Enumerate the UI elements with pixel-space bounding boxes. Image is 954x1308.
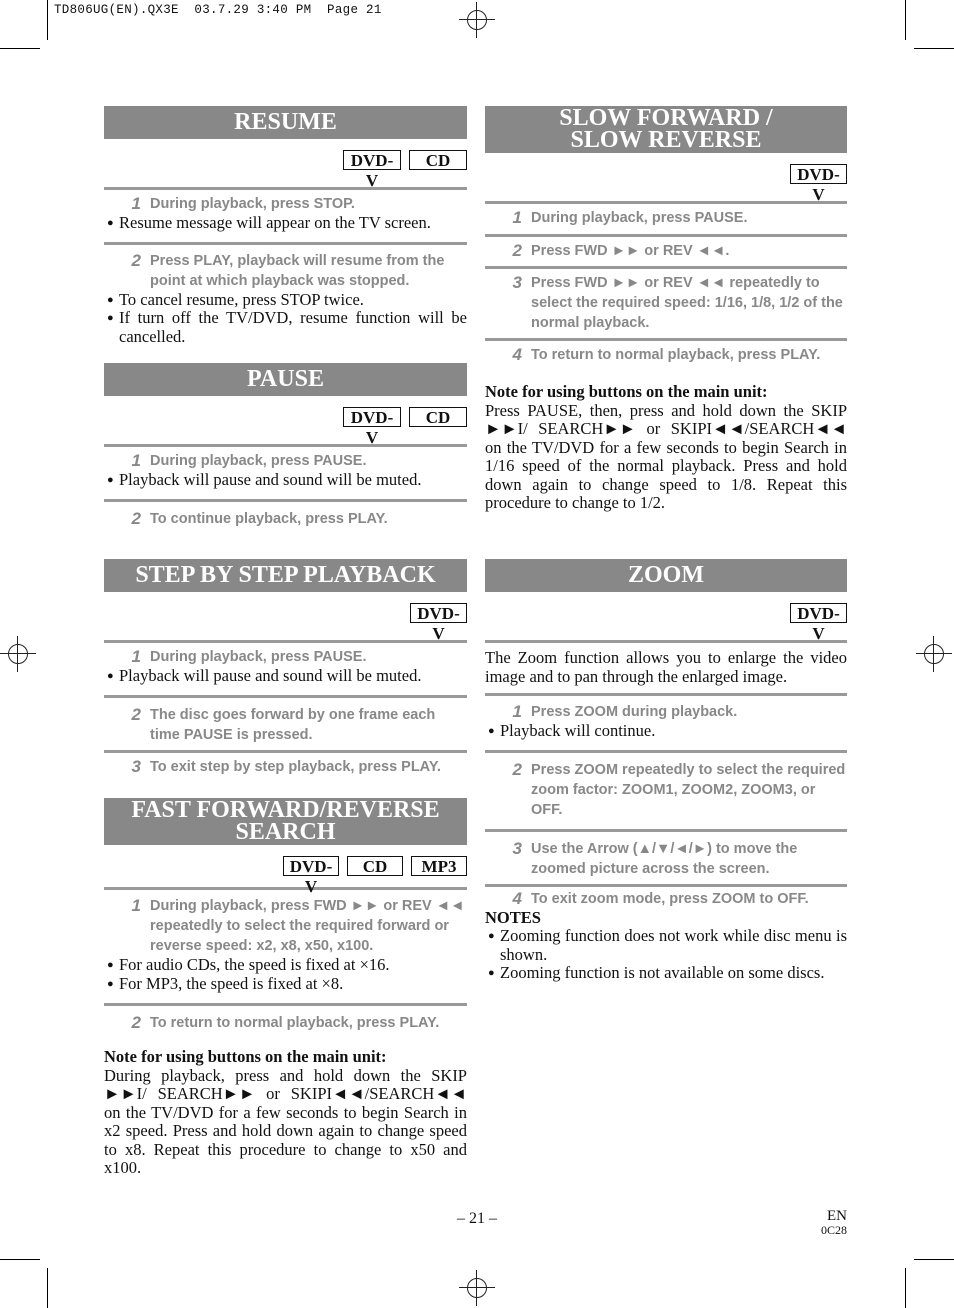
disc-type-badges [104,407,467,447]
step-1: 1 During playback, press PAUSE. [131,647,367,666]
registration-mark-icon [916,636,952,672]
section-title: STEP BY STEP PLAYBACK [104,559,467,592]
step-3: 3 Use the Arrow (▲/▼/◄/►) to move the zoomed picture across the screen. [512,838,798,877]
badge-cd: CD [409,407,467,427]
crop-mark [47,1268,48,1308]
bullet-item: ● Playback will pause and sound will be muted. [107,666,422,685]
disc-type-badges [104,856,467,896]
step-2: 2 Press ZOOM repeatedly to select the required zoom factor: ZOOM1, ZOOM2, ZOOM3, or OFF. [512,759,846,818]
bullet-item: ● If turn off the TV/DVD, resume function will be cancelled. [107,308,467,346]
disc-type-badges [104,603,467,643]
divider [485,693,847,696]
step-1: 1 Press ZOOM during playback. [512,702,738,721]
crop-mark [47,0,48,40]
bullet-item: ● Resume message will appear on the TV screen. [107,213,431,232]
step-2: 2 Press PLAY, playback will resume from the point at which playback was stopped. [131,250,445,289]
badge-dvd-v: DVD-V [343,407,401,427]
crop-mark [0,48,40,49]
badge-dvd-v: DVD-V [283,856,339,876]
divider [104,887,467,890]
language-code: EN [827,1208,847,1224]
disc-type-badges [485,164,847,204]
divider [104,695,467,698]
divider [485,750,847,753]
bullet-item: ● Playback will pause and sound will be muted. [107,470,422,489]
badge-cd: CD [409,150,467,170]
divider [104,187,467,190]
divider [485,201,847,204]
step-2: 2 To continue playback, press PLAY. [131,508,388,528]
slow-section [485,106,847,513]
note-text: Press PAUSE, then, press and hold down the SKIP ►►I/ SEARCH►► or SKIPI◄◄/SEARCH◄◄ on the TV/DVD for a few seconds to begin Search in 1/16 speed of the normal playback. Press and hold down again to change speed to 1/8. Repeat this procedure to change to 1/2. [485,400,847,512]
divider [485,829,847,832]
divider [104,499,467,502]
badge-dvd-v: DVD-V [790,164,847,184]
badge-mp3: MP3 [411,856,467,876]
section-title: RESUME [104,106,467,139]
bullet-item: ● For MP3, the speed is fixed at ×8. [107,973,344,993]
fast-search-section [104,798,467,1178]
badge-cd: CD [347,856,403,876]
divider [485,234,847,237]
step-2: 2 Press FWD ►► or REV ◄◄. [512,241,730,260]
bullet-item: ● Playback will continue. [488,721,656,740]
crop-mark [914,1259,954,1260]
registration-mark-icon [459,1270,495,1306]
step-playback-section [104,559,467,777]
divider [485,266,847,269]
resume-section [104,106,467,346]
crop-mark [0,1259,40,1260]
registration-mark-icon [0,636,36,672]
section-title: SLOW FORWARD / SLOW REVERSE [485,106,847,153]
section-title: FAST FORWARD/REVERSE SEARCH [104,798,467,845]
badge-dvd-v: DVD-V [410,603,467,623]
divider [104,750,467,753]
note-heading: Note for using buttons on the main unit: [104,1047,387,1066]
note-heading: Note for using buttons on the main unit: [485,382,768,401]
step-4: 4 To exit zoom mode, press ZOOM to OFF. [512,888,809,908]
divider [104,640,467,643]
zoom-intro: The Zoom function allows you to enlarge the video image and to pan through the enlarged image. [485,648,847,686]
divider [104,444,467,447]
step-2: 2 To return to normal playback, press PLAY. [131,1013,440,1032]
divider [485,338,847,341]
section-title: PAUSE [104,363,467,396]
bullet-item: ● For audio CDs, the speed is fixed at ×16. [107,955,390,974]
step-4: 4 To return to normal playback, press PLAY. [512,345,821,364]
notes-heading: NOTES [485,907,541,927]
badge-dvd-v: DVD-V [343,150,401,170]
crop-mark [905,1268,906,1308]
disc-type-badges [104,150,467,190]
divider [104,1003,467,1006]
disc-type-badges [485,603,847,643]
step-3: 3 To exit step by step playback, press PLAY. [131,756,441,776]
note-text: During playback, press and hold down the SKIP ►►I/ SEARCH►► or SKIPI◄◄/SEARCH◄◄ on the TV/DVD for a few seconds to begin Search in x2 speed. Press and hold down again to change speed to x8. Repeat this procedure to change to x50 and x100. [104,1065,467,1177]
step-1: 1 During playback, press PAUSE. [131,451,367,470]
page-number: – 21 – [457,1210,497,1227]
document-code: 0C28 [820,1223,847,1237]
print-slug: TD806UG(EN).QX3E 03.7.29 3:40 PM Page 21 [54,3,382,17]
registration-mark-icon [459,2,495,38]
divider [485,640,847,643]
step-3: 3 Press FWD ►► or REV ◄◄ repeatedly to select the required speed: 1/16, 1/8, 1/2 of the normal playback. [512,273,843,331]
divider [485,884,847,887]
bullet-item: ● To cancel resume, press STOP twice. [107,289,364,309]
pause-section [104,363,467,529]
crop-mark [914,48,954,49]
zoom-section [485,559,847,983]
bullet-item: ● Zooming function does not work while disc menu is shown. [488,926,847,964]
step-1: 1 During playback, press PAUSE. [512,208,748,227]
step-1: 1 During playback, press STOP. [131,194,355,213]
section-title: ZOOM [485,559,847,592]
step-1: 1 During playback, press FWD ►► or REV ◄◄ repeatedly to select the required forward or reverse speed: x2, x8, x50, x100. [131,896,465,954]
badge-dvd-v: DVD-V [790,603,847,623]
crop-mark [905,0,906,40]
divider [104,242,467,245]
step-2: 2 The disc goes forward by one frame each time PAUSE is pressed. [131,704,436,743]
bullet-item: ● Zooming function is not available on some discs. [488,963,825,982]
